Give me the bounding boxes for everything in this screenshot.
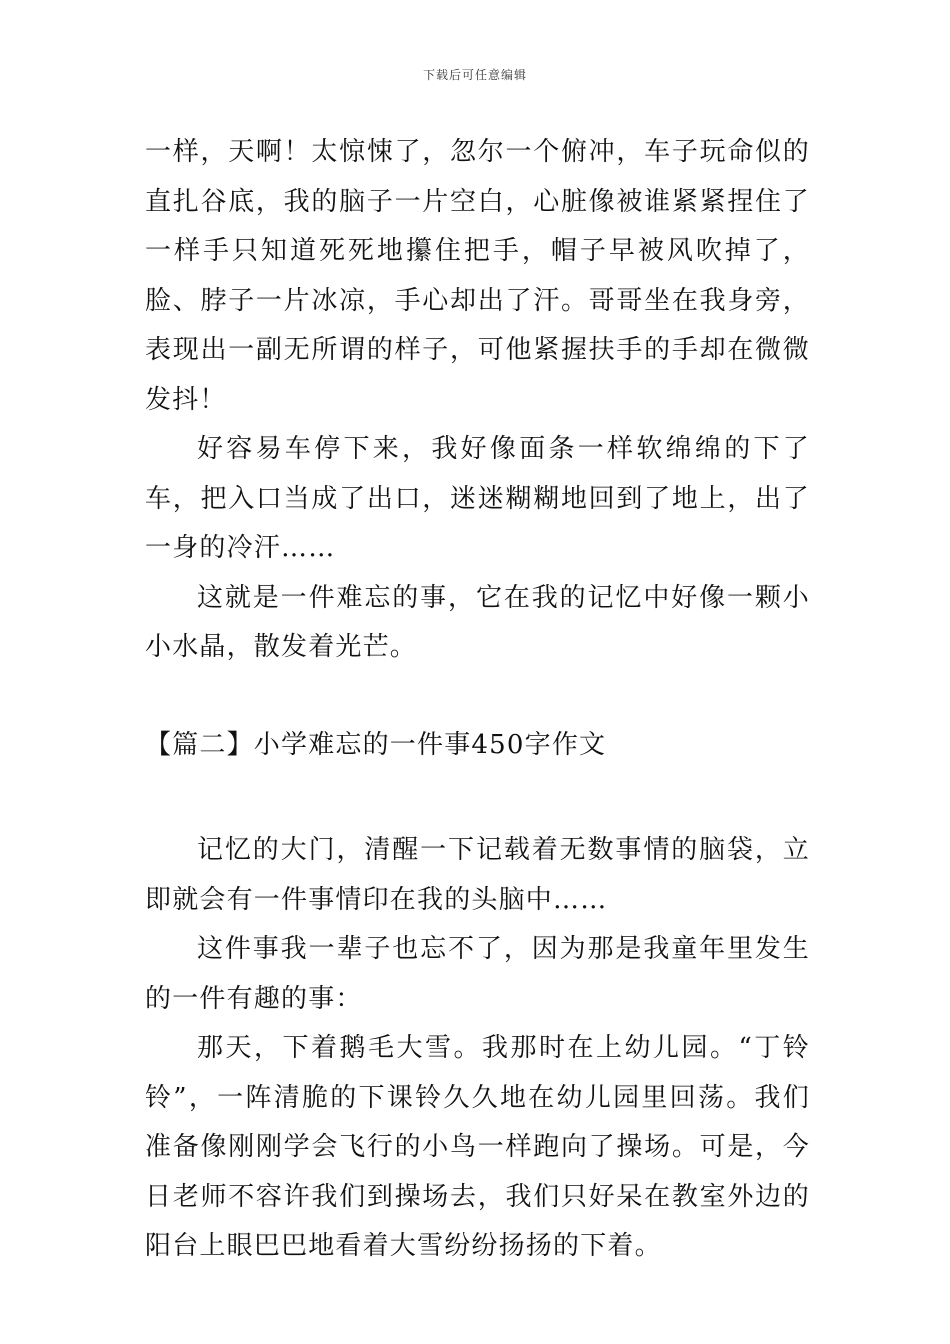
paragraph: 记忆的大门，清醒一下记载着无数事情的脑袋，立即就会有一件事情印在我的头脑中…… — [145, 835, 810, 915]
spacer — [145, 770, 810, 826]
section-title: 【篇二】小学难忘的一件事450字作文 — [145, 729, 607, 760]
paragraph: 那天，下着鹅毛大雪。我那时在上幼儿园。“丁铃铃”，一阵清脆的下课铃久久地在幼儿园里回荡。我们准备像刚刚学会飞行的小鸟一样跑向了操场。可是，今日老师不容许我们到操场去，我们只好呆在教室外边的阳台上眼巴巴地看着大雪纷纷扬扬的下着。 — [145, 1033, 810, 1261]
paragraph: 一样，天啊！太惊悚了，忽尔一个俯冲，车子玩命似的直扎谷底，我的脑子一片空白，心脏像被谁紧紧捏住了一样手只知道死死地攥住把手，帽子早被风吹掉了，脸、脖子一片冰凉，手心却出了汗。哥哥坐在我身旁，表现出一副无所谓的样子，可他紧握扶手的手却在微微发抖！ — [145, 137, 810, 415]
paragraph: 这就是一件难忘的事，它在我的记忆中好像一颗小小水晶，散发着光芒。 — [145, 582, 810, 662]
paragraph: 这件事我一辈子也忘不了，因为那是我童年里发生的一件有趣的事： — [145, 934, 810, 1014]
paragraph: 好容易车停下来，我好像面条一样软绵绵的下了车，把入口当成了出口，迷迷糊糊地回到了地上，出了一身的冷汗…… — [145, 434, 810, 563]
document-body — [145, 128, 810, 1272]
page-header: 下载后可任意编辑 — [422, 68, 527, 82]
